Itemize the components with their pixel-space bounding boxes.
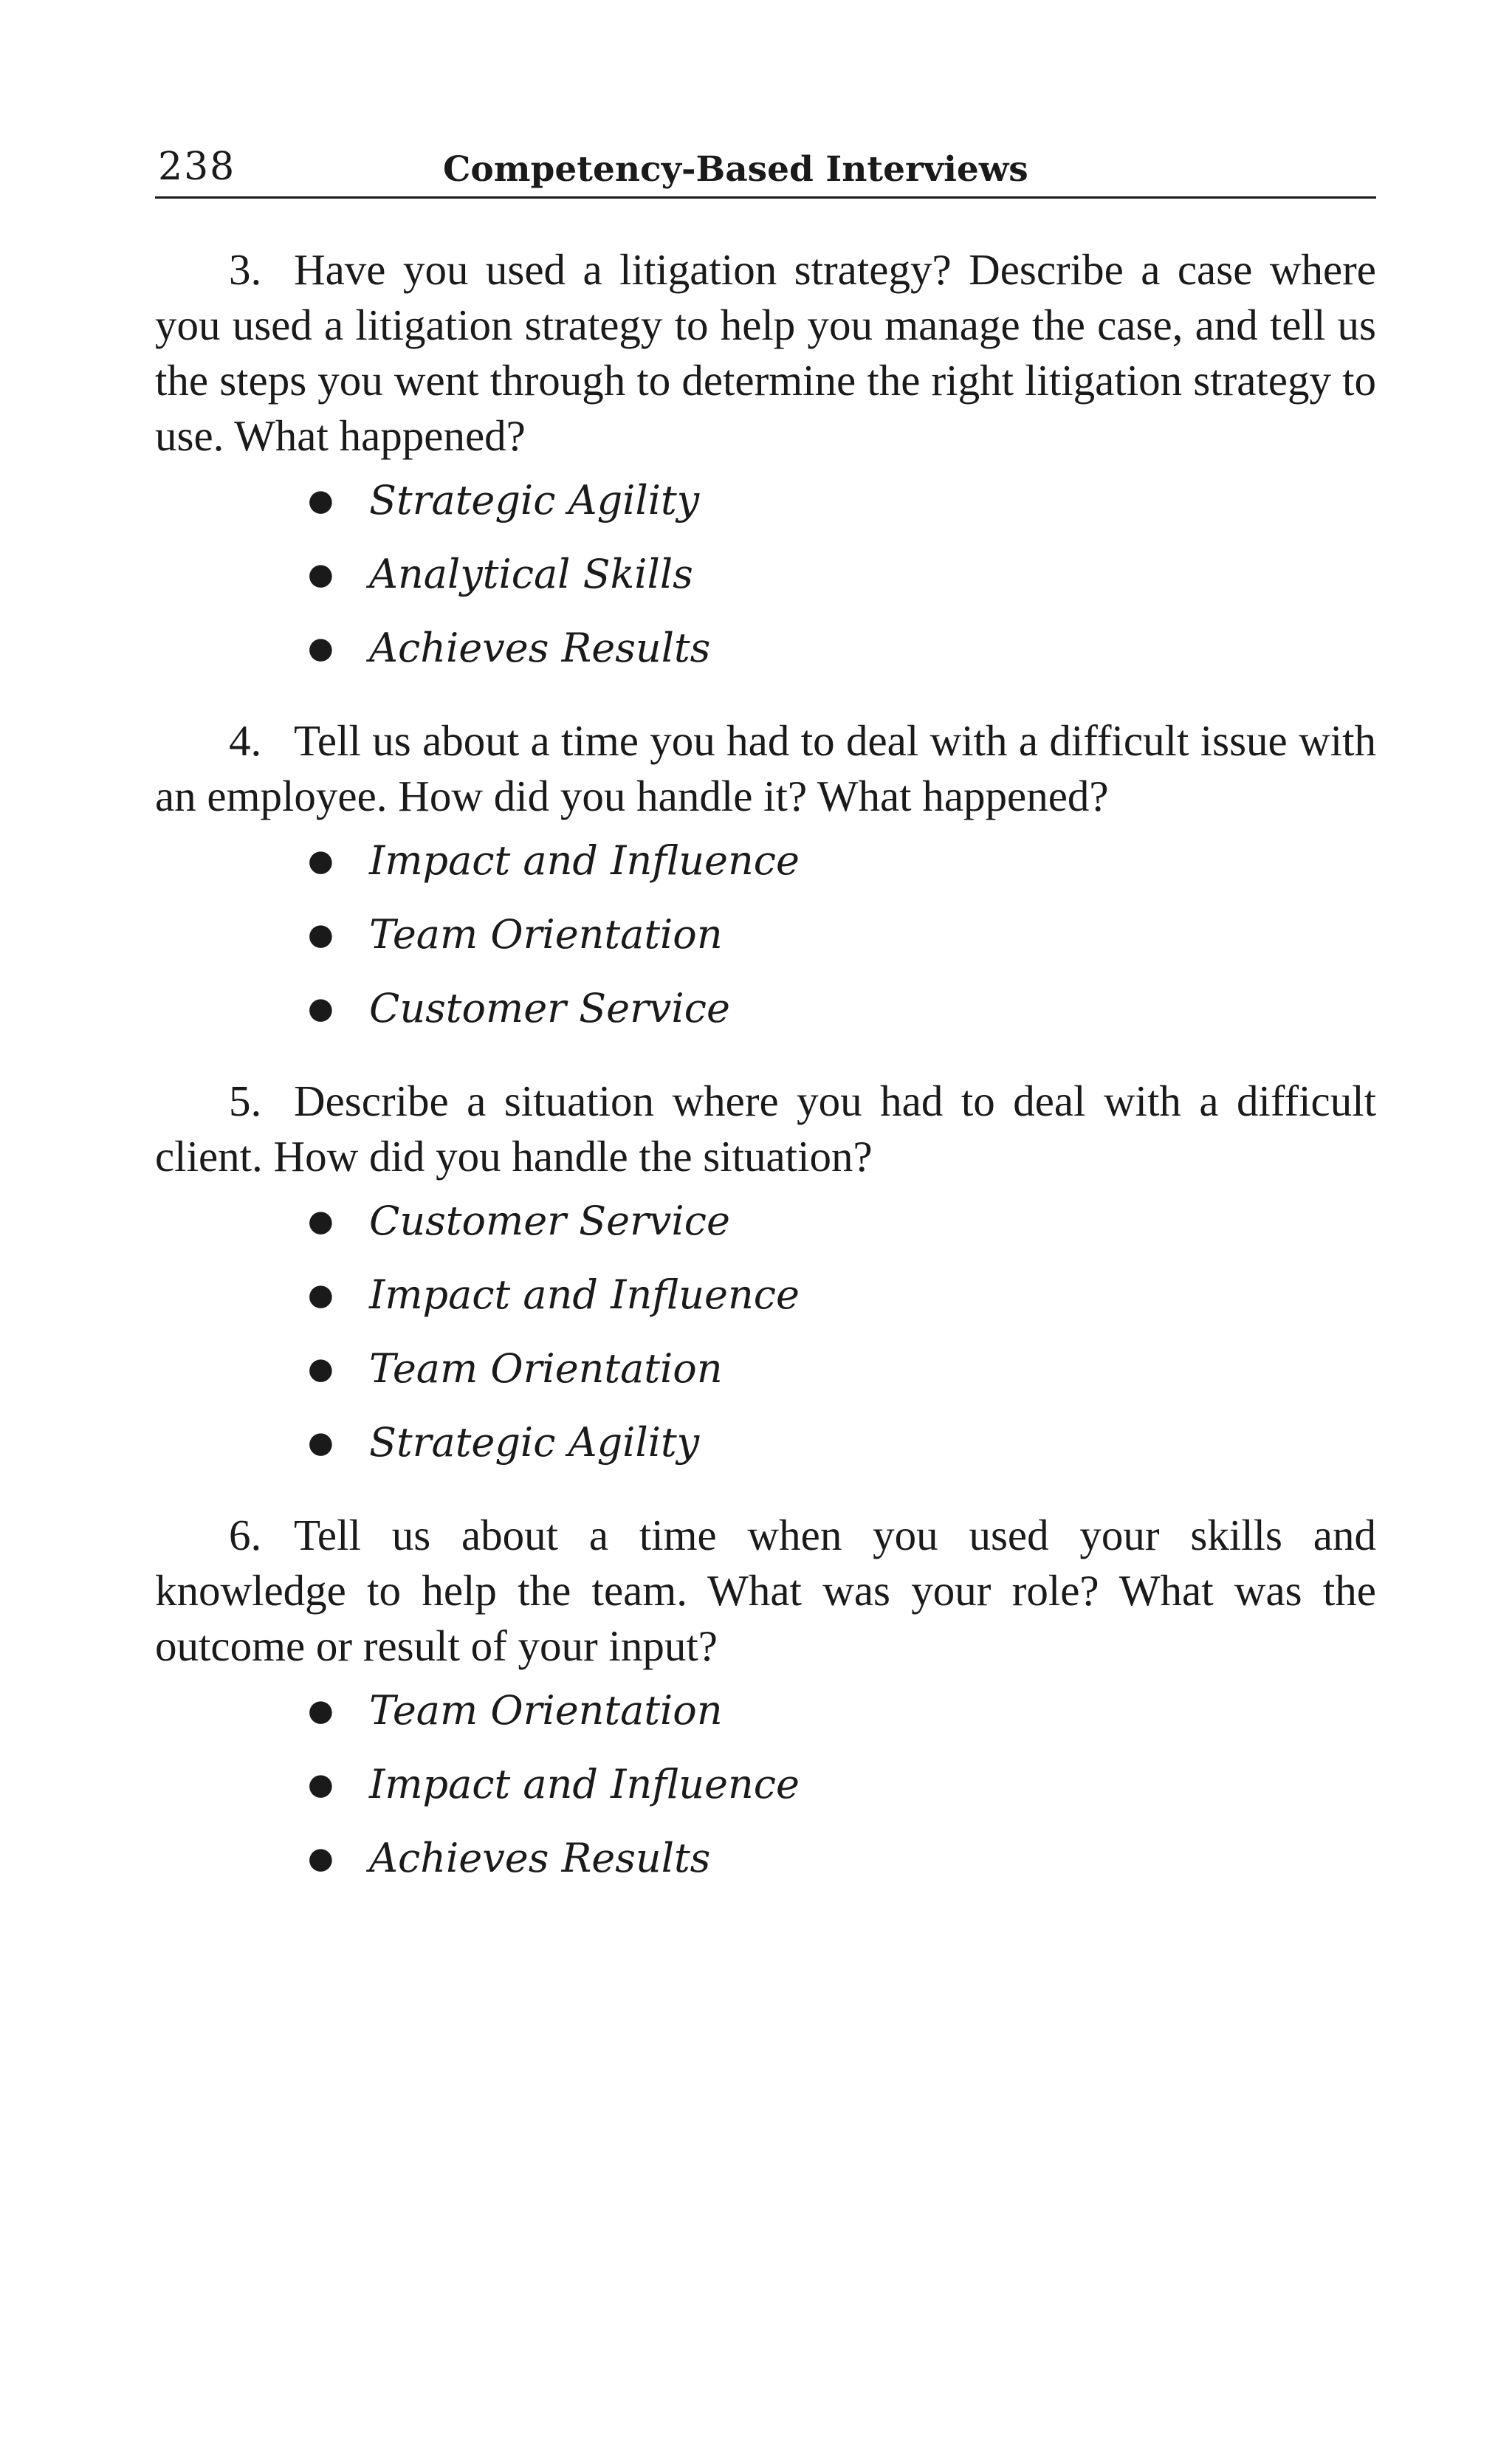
question-text: Tell us about a time you had to deal with a difficult issue with an employee. How did you handle it? What happened? [155,716,1376,820]
competency-label: Team Orientation [369,1687,723,1734]
competency-label: Impact and Influence [369,837,800,884]
competency-label: Analytical Skills [369,551,693,597]
question-number: 3. [229,245,262,294]
question-paragraph [155,713,1376,824]
bullet-icon: ● [308,1426,334,1460]
competency-list [155,471,1376,693]
bullet-icon: ● [308,1841,334,1875]
competency-label: Impact and Influence [369,1761,800,1807]
bullet-icon: ● [308,992,334,1026]
question-paragraph [155,242,1376,464]
question-block [155,1508,1376,1903]
bullet-icon: ● [308,844,334,878]
page-header [155,145,1376,199]
bullet-icon: ● [308,557,334,591]
competency-item [155,979,1376,1053]
competency-item [155,545,1376,619]
question-text: Have you used a litigation strategy? Describe a case where you used a litigation strategy to help you manage the case, and tell us the steps you went through to determine the right litigation strategy to use. What happened? [155,245,1376,460]
question-number: 4. [229,716,262,765]
competency-label: Achieves Results [369,1835,711,1881]
bullet-icon: ● [308,1694,334,1728]
bullet-icon: ● [308,1204,334,1238]
running-head: Competency-Based Interviews [443,149,1028,190]
competency-list [155,1192,1376,1487]
question-paragraph [155,1508,1376,1674]
competency-item [155,1681,1376,1755]
competency-label: Strategic Agility [369,1419,700,1466]
question-paragraph [155,1074,1376,1184]
competency-item [155,1829,1376,1903]
question-block [155,242,1376,693]
bullet-icon: ● [308,918,334,952]
competency-label: Customer Service [369,985,730,1031]
question-number: 6. [229,1511,262,1559]
question-block [155,1074,1376,1487]
question-number: 5. [229,1077,262,1125]
competency-item [155,1266,1376,1339]
competency-label: Team Orientation [369,1345,723,1392]
competency-item [155,831,1376,905]
competency-item [155,471,1376,545]
bullet-icon: ● [308,1768,334,1802]
competency-list [155,1681,1376,1903]
question-text: Describe a situation where you had to deal with a difficult client. How did you handle the situation? [155,1077,1376,1181]
competency-label: Strategic Agility [369,477,700,523]
competency-item [155,1192,1376,1266]
bullet-icon: ● [308,1352,334,1386]
question-text: Tell us about a time when you used your skills and knowledge to help the team. What was your role? What was the outcome or result of your input? [155,1511,1376,1670]
competency-item [155,905,1376,979]
question-block [155,713,1376,1053]
competency-label: Impact and Influence [369,1271,800,1318]
bullet-icon: ● [308,631,334,665]
competency-item [155,619,1376,693]
competency-label: Team Orientation [369,911,723,958]
competency-item [155,1413,1376,1487]
page-number: 238 [158,145,236,189]
bullet-icon: ● [308,484,334,518]
competency-list [155,831,1376,1053]
competency-item [155,1755,1376,1829]
competency-item [155,1339,1376,1413]
bullet-icon: ● [308,1278,334,1312]
competency-label: Customer Service [369,1198,730,1244]
competency-label: Achieves Results [369,625,711,671]
page-body [155,242,1376,1923]
